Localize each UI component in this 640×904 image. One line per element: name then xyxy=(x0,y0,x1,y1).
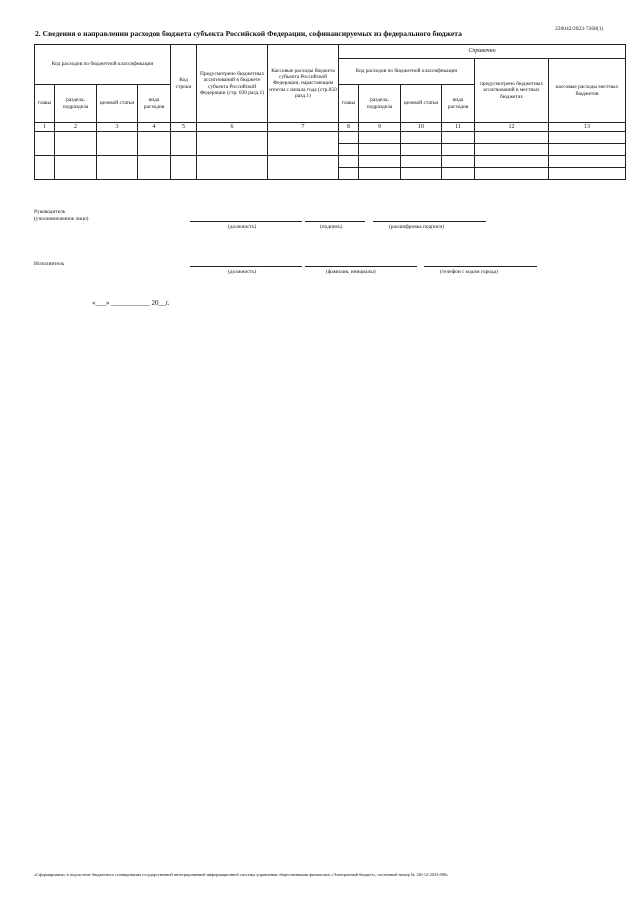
head-signature-line[interactable] xyxy=(305,221,365,222)
exec-position-line[interactable] xyxy=(190,266,302,267)
document-id: 226042/2023-7268(1) xyxy=(555,26,604,32)
cell-assignments[interactable] xyxy=(197,156,268,180)
cell-razdel[interactable] xyxy=(55,132,97,156)
head-caption-position: (должность) xyxy=(228,224,257,230)
cell-local-cash[interactable] xyxy=(549,156,626,168)
head-label: Руководитель xyxy=(34,209,66,215)
col-razdel: раздела, подраздела xyxy=(55,85,97,123)
cell-local-cash[interactable] xyxy=(549,132,626,144)
col-number: 12 xyxy=(475,123,549,132)
cell-vid[interactable] xyxy=(138,156,171,180)
cell-ref-glava[interactable] xyxy=(339,144,359,156)
head-caption-signature: (подпись) xyxy=(320,224,343,230)
cell-vid[interactable] xyxy=(138,132,171,156)
data-row-1 xyxy=(35,132,626,144)
col-number: 9 xyxy=(359,123,401,132)
col-number: 8 xyxy=(339,123,359,132)
col-number: 10 xyxy=(401,123,442,132)
date-line[interactable]: «___» ___________ 20__г. xyxy=(92,299,170,307)
col-number: 11 xyxy=(442,123,475,132)
cell-local-cash[interactable] xyxy=(549,144,626,156)
cell-local-assign[interactable] xyxy=(475,144,549,156)
col-local-assignments: предусмотрено бюджетных ассигнований в местных бюджетах xyxy=(475,59,549,123)
cell-ref-glava[interactable] xyxy=(339,168,359,180)
cell-ref-statya[interactable] xyxy=(401,132,442,144)
head-sublabel: (уполномоченное лицо) xyxy=(34,216,89,222)
col-assignments: Предусмотрено бюджетных ассигнований в бюджете субъекта Российской Федерации (стр. 030 разд.1) xyxy=(197,45,268,123)
col-number: 4 xyxy=(138,123,171,132)
col-number: 1 xyxy=(35,123,55,132)
cell-ref-vid[interactable] xyxy=(442,144,475,156)
cell-ref-statya[interactable] xyxy=(401,156,442,168)
data-row-3 xyxy=(35,156,626,168)
col-number: 3 xyxy=(97,123,138,132)
cell-ref-vid[interactable] xyxy=(442,168,475,180)
cell-local-assign[interactable] xyxy=(475,168,549,180)
col-number: 6 xyxy=(197,123,268,132)
cell-statya[interactable] xyxy=(97,156,138,180)
cell-ref-razdel[interactable] xyxy=(359,132,401,144)
cell-razdel[interactable] xyxy=(55,156,97,180)
cell-ref-razdel[interactable] xyxy=(359,168,401,180)
section-title: 2. Сведения о направлении расходов бюджета субъекта Российской Федерации, софинансируемых из федерального бюджета xyxy=(35,29,462,38)
cell-ref-razdel[interactable] xyxy=(359,144,401,156)
cell-cash[interactable] xyxy=(268,132,339,156)
head-caption-decoding: (расшифровка подписи) xyxy=(389,224,445,230)
cell-kod-stroki[interactable] xyxy=(171,132,197,156)
cell-statya[interactable] xyxy=(97,132,138,156)
ref-col-vid: вида расходов xyxy=(442,85,475,123)
kbk-header: Код расходов по бюджетной классификации xyxy=(35,45,171,85)
col-local-cash: кассовые расходы местных бюджетов xyxy=(549,59,626,123)
footer-note: «Сформирована» в подсистеме бюджетного планирования государственной интегрированной информационной системы управления общественными финансами «Электронный бюджет», системный номер № 120-12-2023-009» xyxy=(34,872,449,877)
head-position-line[interactable] xyxy=(190,221,302,222)
reference-header: Справочно xyxy=(339,45,626,59)
ref-col-razdel: раздела, подраздела xyxy=(359,85,401,123)
executor-label: Исполнитель xyxy=(34,261,65,267)
exec-caption-position: (должность) xyxy=(228,269,257,275)
cell-ref-razdel[interactable] xyxy=(359,156,401,168)
col-vid: вида расходов xyxy=(138,85,171,123)
col-number: 5 xyxy=(171,123,197,132)
exec-phone-line[interactable] xyxy=(424,266,537,267)
cell-local-assign[interactable] xyxy=(475,156,549,168)
cell-local-cash[interactable] xyxy=(549,168,626,180)
cell-glava[interactable] xyxy=(35,156,55,180)
cell-local-assign[interactable] xyxy=(475,132,549,144)
exec-caption-name: (фамилия, инициалы) xyxy=(326,269,376,275)
head-decoding-line[interactable] xyxy=(373,221,486,222)
cell-cash[interactable] xyxy=(268,156,339,180)
column-numbers-row xyxy=(35,123,626,132)
cell-ref-statya[interactable] xyxy=(401,168,442,180)
exec-name-line[interactable] xyxy=(305,266,417,267)
col-number: 13 xyxy=(549,123,626,132)
col-cash-expenses: Кассовые расходы бюджета субъекта Российской Федерации, нарастающим итогом с начала года (стр.050 разд.1) xyxy=(268,45,339,123)
cell-ref-vid[interactable] xyxy=(442,132,475,144)
ref-col-glava: главы xyxy=(339,85,359,123)
exec-caption-phone: (телефон с кодом города) xyxy=(440,269,498,275)
ref-kbk-header: Код расходов по бюджетной классификации xyxy=(339,59,475,85)
expenses-table xyxy=(34,44,626,180)
col-number: 2 xyxy=(55,123,97,132)
col-number: 7 xyxy=(268,123,339,132)
col-glava: главы xyxy=(35,85,55,123)
cell-glava[interactable] xyxy=(35,132,55,156)
cell-ref-vid[interactable] xyxy=(442,156,475,168)
cell-ref-glava[interactable] xyxy=(339,132,359,144)
cell-ref-glava[interactable] xyxy=(339,156,359,168)
cell-kod-stroki[interactable] xyxy=(171,156,197,180)
cell-ref-statya[interactable] xyxy=(401,144,442,156)
cell-assignments[interactable] xyxy=(197,132,268,156)
col-kod-stroki: Код строки xyxy=(171,45,197,123)
ref-col-statya: целевой статьи xyxy=(401,85,442,123)
col-statya: целевой статьи xyxy=(97,85,138,123)
